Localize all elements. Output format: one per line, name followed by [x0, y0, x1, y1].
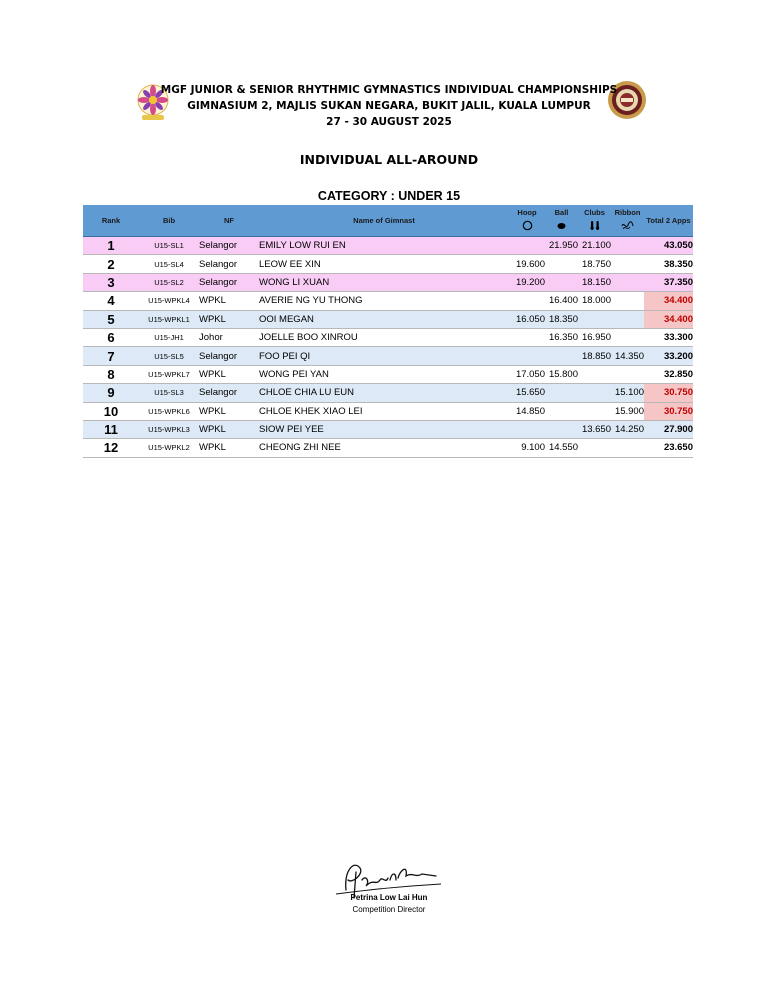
- total-header: Total 2 Apps: [644, 205, 693, 237]
- gymnast-name-cell: CHEONG ZHI NEE: [259, 439, 509, 457]
- total-score-cell: 30.750: [644, 384, 693, 402]
- clubs-score-cell: [578, 365, 611, 383]
- hoop-score-cell: [509, 237, 545, 255]
- gymnast-name-cell: CHLOE KHEK XIAO LEI: [259, 402, 509, 420]
- bib-cell: U15-WPKL1: [139, 310, 199, 328]
- clubs-score-cell: 18.000: [578, 292, 611, 310]
- bib-cell: U15-SL2: [139, 273, 199, 291]
- ball-score-cell: [545, 402, 578, 420]
- ribbon-score-cell: [611, 237, 644, 255]
- rank-cell: 4: [83, 292, 139, 310]
- total-score-cell: 27.900: [644, 420, 693, 438]
- gymnast-name-cell: SIOW PEI YEE: [259, 420, 509, 438]
- gymnast-name-cell: WONG LI XUAN: [259, 273, 509, 291]
- ribbon-score-cell: [611, 255, 644, 273]
- bib-cell: U15-WPKL7: [139, 365, 199, 383]
- ball-score-cell: 16.350: [545, 328, 578, 346]
- gymnast-name-cell: AVERIE NG YU THONG: [259, 292, 509, 310]
- table-row: [83, 439, 693, 457]
- rank-cell: 2: [83, 255, 139, 273]
- championship-title: MGF JUNIOR & SENIOR RHYTHMIC GYMNASTICS INDIVIDUAL CHAMPIONSHIPS: [160, 84, 618, 96]
- clubs-icon: [578, 220, 611, 234]
- nf-header: NF: [199, 205, 259, 237]
- clubs-score-cell: [578, 310, 611, 328]
- hoop-score-cell: 19.200: [509, 273, 545, 291]
- nf-cell: WPKL: [199, 292, 259, 310]
- total-score-cell: 33.300: [644, 328, 693, 346]
- ball-score-cell: 16.400: [545, 292, 578, 310]
- ball-score-cell: [545, 420, 578, 438]
- ribbon-score-cell: 14.350: [611, 347, 644, 365]
- nf-cell: Selangor: [199, 255, 259, 273]
- table-header-row: [83, 205, 693, 237]
- rank-cell: 6: [83, 328, 139, 346]
- gymnast-name-cell: WONG PEI YAN: [259, 365, 509, 383]
- gymnast-name-cell: OOI MEGAN: [259, 310, 509, 328]
- ball-header: [545, 205, 578, 237]
- ribbon-score-cell: 14.250: [611, 420, 644, 438]
- ball-score-cell: 21.950: [545, 237, 578, 255]
- table-row: [83, 255, 693, 273]
- ball-score-cell: [545, 384, 578, 402]
- clubs-header: [578, 205, 611, 237]
- signatory-name: Petrina Low Lai Hun: [350, 893, 428, 902]
- clubs-score-cell: [578, 439, 611, 457]
- hoop-score-cell: 14.850: [509, 402, 545, 420]
- gymnast-name-cell: LEOW EE XIN: [259, 255, 509, 273]
- rank-cell: 12: [83, 439, 139, 457]
- nf-cell: Selangor: [199, 237, 259, 255]
- table-row: [83, 347, 693, 365]
- total-score-cell: 33.200: [644, 347, 693, 365]
- bib-cell: U15-JH1: [139, 328, 199, 346]
- total-score-cell: 23.650: [644, 439, 693, 457]
- rank-cell: 3: [83, 273, 139, 291]
- rank-cell: 7: [83, 347, 139, 365]
- event-title: INDIVIDUAL ALL-AROUND: [299, 152, 479, 167]
- ribbon-icon: [611, 220, 644, 234]
- event-dates: 27 - 30 AUGUST 2025: [326, 116, 452, 128]
- hoop-score-cell: 19.600: [509, 255, 545, 273]
- rank-cell: 10: [83, 402, 139, 420]
- table-row: [83, 328, 693, 346]
- hoop-score-cell: 16.050: [509, 310, 545, 328]
- gymnast-name-cell: CHLOE CHIA LU EUN: [259, 384, 509, 402]
- rank-cell: 9: [83, 384, 139, 402]
- bib-cell: U15-SL3: [139, 384, 199, 402]
- total-score-cell: 32.850: [644, 365, 693, 383]
- rank-cell: 1: [83, 237, 139, 255]
- clubs-score-cell: 13.650: [578, 420, 611, 438]
- nf-cell: WPKL: [199, 365, 259, 383]
- name-header: Name of Gimnast: [259, 205, 509, 237]
- ball-score-cell: 15.800: [545, 365, 578, 383]
- gymnast-name-cell: JOELLE BOO XINROU: [259, 328, 509, 346]
- clubs-score-cell: 18.750: [578, 255, 611, 273]
- ball-score-cell: [545, 273, 578, 291]
- ball-header-label: Ball: [554, 207, 569, 217]
- category-title: CATEGORY : UNDER 15: [317, 189, 461, 203]
- hoop-icon: [509, 220, 545, 234]
- ribbon-score-cell: [611, 310, 644, 328]
- ball-score-cell: 18.350: [545, 310, 578, 328]
- clubs-score-cell: 16.950: [578, 328, 611, 346]
- rank-header: Rank: [83, 205, 139, 237]
- total-score-cell: 43.050: [644, 237, 693, 255]
- clubs-score-cell: 21.100: [578, 237, 611, 255]
- ribbon-score-cell: [611, 273, 644, 291]
- hoop-score-cell: 9.100: [509, 439, 545, 457]
- nf-cell: Selangor: [199, 384, 259, 402]
- rank-cell: 5: [83, 310, 139, 328]
- ball-score-cell: 14.550: [545, 439, 578, 457]
- ribbon-score-cell: [611, 365, 644, 383]
- bib-cell: U15-WPKL4: [139, 292, 199, 310]
- total-score-cell: 34.400: [644, 292, 693, 310]
- clubs-score-cell: 18.150: [578, 273, 611, 291]
- bib-cell: U15-WPKL3: [139, 420, 199, 438]
- ribbon-score-cell: 15.900: [611, 402, 644, 420]
- total-score-cell: 37.350: [644, 273, 693, 291]
- document-header: [0, 82, 778, 130]
- clubs-header-label: Clubs: [584, 207, 605, 217]
- bib-cell: U15-SL5: [139, 347, 199, 365]
- venue: GIMNASIUM 2, MAJLIS SUKAN NEGARA, BUKIT JALIL, KUALA LUMPUR: [187, 100, 591, 112]
- bib-cell: U15-WPKL2: [139, 439, 199, 457]
- nf-cell: WPKL: [199, 402, 259, 420]
- table-row: [83, 292, 693, 310]
- ribbon-score-cell: [611, 292, 644, 310]
- hoop-score-cell: [509, 292, 545, 310]
- gymnast-name-cell: EMILY LOW RUI EN: [259, 237, 509, 255]
- ball-icon: [545, 220, 578, 234]
- table-row: [83, 273, 693, 291]
- nf-cell: WPKL: [199, 439, 259, 457]
- nf-cell: Selangor: [199, 273, 259, 291]
- bib-cell: U15-SL1: [139, 237, 199, 255]
- ribbon-score-cell: [611, 439, 644, 457]
- hoop-header: [509, 205, 545, 237]
- ribbon-header: [611, 205, 644, 237]
- total-score-cell: 30.750: [644, 402, 693, 420]
- nf-cell: WPKL: [199, 310, 259, 328]
- bib-cell: U15-SL4: [139, 255, 199, 273]
- hoop-score-cell: 17.050: [509, 365, 545, 383]
- total-score-cell: 38.350: [644, 255, 693, 273]
- rank-cell: 8: [83, 365, 139, 383]
- table-row: [83, 384, 693, 402]
- rank-cell: 11: [83, 420, 139, 438]
- table-row: [83, 365, 693, 383]
- signatory-role: Competition Director: [352, 905, 426, 914]
- hoop-header-label: Hoop: [517, 207, 537, 217]
- gymnast-name-cell: FOO PEI QI: [259, 347, 509, 365]
- table-row: [83, 237, 693, 255]
- nf-cell: WPKL: [199, 420, 259, 438]
- hoop-score-cell: [509, 420, 545, 438]
- hoop-score-cell: 15.650: [509, 384, 545, 402]
- total-score-cell: 34.400: [644, 310, 693, 328]
- ribbon-score-cell: 15.100: [611, 384, 644, 402]
- bib-cell: U15-WPKL6: [139, 402, 199, 420]
- clubs-score-cell: 18.850: [578, 347, 611, 365]
- table-row: [83, 402, 693, 420]
- ball-score-cell: [545, 255, 578, 273]
- hoop-score-cell: [509, 347, 545, 365]
- ribbon-score-cell: [611, 328, 644, 346]
- nf-cell: Johor: [199, 328, 259, 346]
- hoop-score-cell: [509, 328, 545, 346]
- nf-cell: Selangor: [199, 347, 259, 365]
- ball-score-cell: [545, 347, 578, 365]
- clubs-score-cell: [578, 402, 611, 420]
- ribbon-header-label: Ribbon: [614, 207, 641, 217]
- table-row: [83, 310, 693, 328]
- table-row: [83, 420, 693, 438]
- results-body: [83, 237, 693, 458]
- results-table: [83, 205, 693, 458]
- bib-header: Bib: [139, 205, 199, 237]
- clubs-score-cell: [578, 384, 611, 402]
